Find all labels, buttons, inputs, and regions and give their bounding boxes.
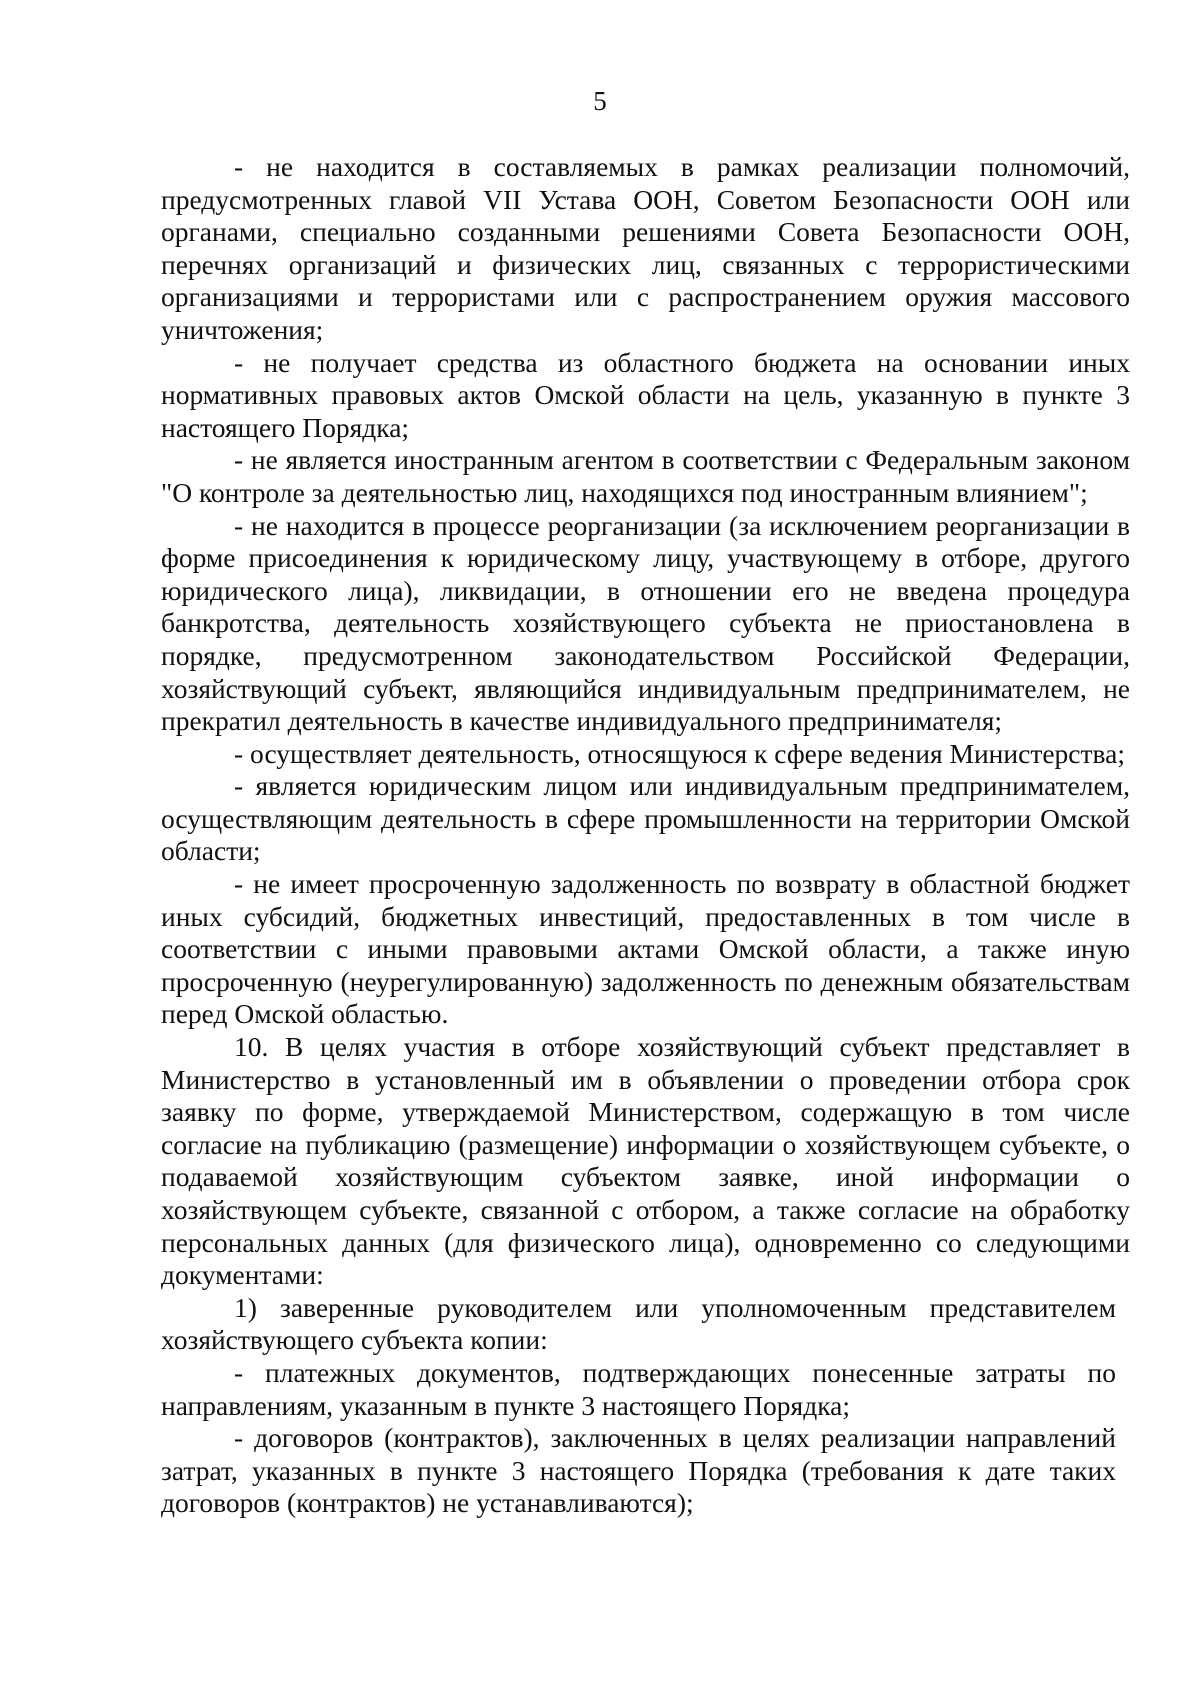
paragraph-clause-10: 10. В целях участия в отборе хозяйствующий субъект представляет в Министерство в установленный им в объявлении о проведении отбора срок заявку по форме, утверждаемой Министерством, содержащую в том числе согласие на публикацию (размещение) информации о хозяйствующем субъекте, о подаваемой хозяйствующим субъектом заявке, иной информации о хозяйствующем субъекте, связанной с отбором, а также согласие на обработку персональных данных (для физического лица), одновременно со следующими документами:: [161, 1031, 1130, 1291]
paragraph-not-in-reorganization: - не находится в процессе реорганизации (за исключением реорганизации в форме присоединения к юридическому лицу, участвующему в отборе, другого юридического лица), ликвидации, в отношении его не введена процедура банкротства, деятельность хозяйствующего субъекта не приостановлена в порядке, предусмотренном законодательством Российской Федерации, хозяйствующий субъект, являющийся индивидуальным предпринимателем, не прекратил деятельность в качестве индивидуального предпринимателя;: [161, 509, 1130, 737]
paragraph-no-overdue-debt: - не имеет просроченную задолженность по возврату в областной бюджет иных субсидий, бюджетных инвестиций, предоставленных в том числе в соответствии с иными правовыми актами Омской области, а также иную просроченную (неурегулированную) задолженность по денежным обязательствам перед Омской областью.: [161, 868, 1130, 1030]
paragraph-contracts: - договоров (контрактов), заключенных в целях реализации направлений затрат, указанных в пункте 3 настоящего Порядка (требования к дате таких договоров (контрактов) не устанавливаются);: [161, 1422, 1116, 1519]
paragraph-ministry-sphere: - осуществляет деятельность, относящуюся к сфере ведения Министерства;: [234, 737, 1125, 769]
document-body: [161, 151, 1130, 1520]
page-number: 5: [593, 86, 607, 116]
paragraph-no-other-budget-funds: - не получает средства из областного бюджета на основании иных нормативных правовых актов Омской области на цель, указанную в пункте 3 настоящего Порядка;: [161, 346, 1130, 443]
paragraph-not-in-terrorist-lists: - не находится в составляемых в рамках реализации полномочий, предусмотренных главой VII Устава ООН, Советом Безопасности ООН или органами, специально созданными решениями Совета Безопасности ООН, перечнях организаций и физических лиц, связанных с террористическими организациями и террористами или с распространением оружия массового уничтожения;: [161, 151, 1130, 345]
paragraph-item-1-copies: 1) заверенные руководителем или уполномоченным представителем хозяйствующего субъекта копии:: [161, 1291, 1116, 1356]
paragraph-industry-entity: - является юридическим лицом или индивидуальным предпринимателем, осуществляющим деятельность в сфере промышленности на территории Омской области;: [161, 770, 1130, 867]
paragraph-not-foreign-agent: - не является иностранным агентом в соответствии с Федеральным законом "О контроле за деятельностью лиц, находящихся под иностранным влиянием";: [161, 444, 1130, 508]
paragraph-payment-documents: - платежных документов, подтверждающих понесенные затраты по направлениям, указанным в пункте 3 настоящего Порядка;: [161, 1356, 1116, 1421]
